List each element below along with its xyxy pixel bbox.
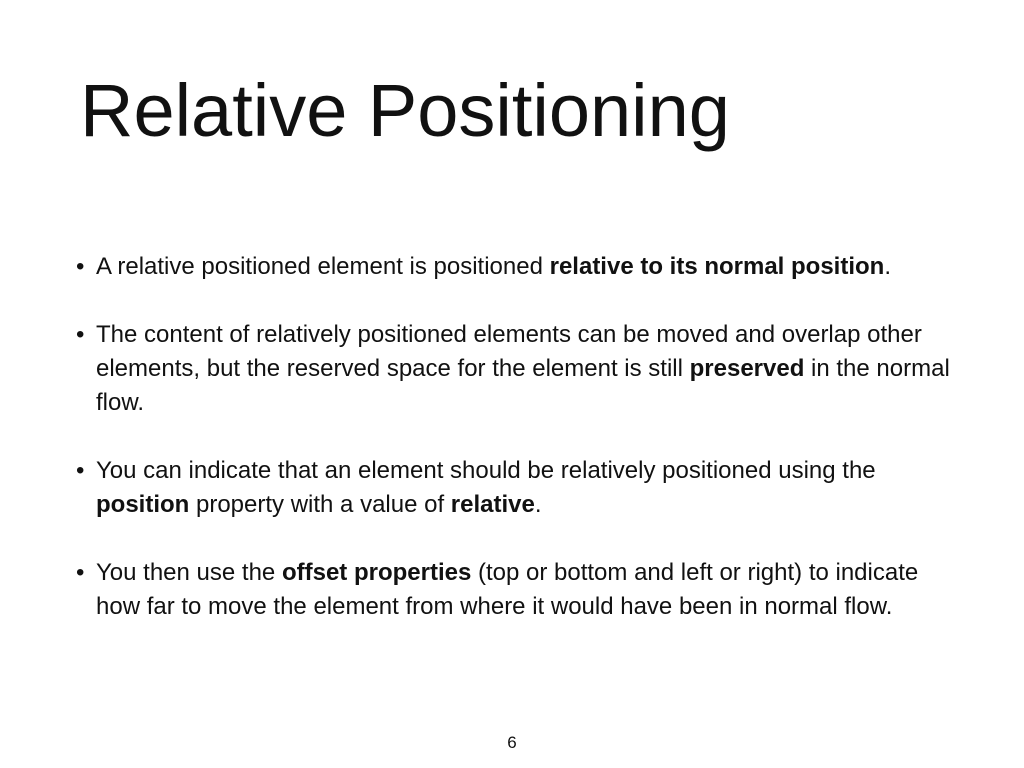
bullet-list: [76, 250, 956, 658]
bullet-item-relative-definition: [76, 250, 956, 284]
bullet-icon: •: [76, 559, 85, 586]
bullet-text: in the normal flow.: [96, 355, 950, 416]
bullet-text: .: [534, 491, 542, 518]
bullet-text: You then use the: [96, 559, 282, 586]
bullet-icon: •: [76, 253, 85, 280]
bullet-bold-text: preserved: [689, 355, 805, 382]
bullet-bold-text: relative: [450, 491, 535, 518]
bullet-icon: •: [76, 321, 85, 348]
bullet-bold-text: position: [96, 491, 190, 518]
bullet-item-position-property: [76, 454, 956, 522]
slide-title: Relative Positioning: [80, 69, 730, 152]
bullet-text: property with a value of: [189, 491, 451, 518]
page-number: 6: [507, 733, 517, 752]
bullet-text: A relative positioned element is positioned: [96, 253, 550, 280]
bullet-item-content-overlap: [76, 318, 956, 420]
bullet-text: You can indicate that an element should be relatively positioned using the: [96, 457, 876, 484]
bullet-text: (top or bottom and left or right) to indicate how far to move the element from where it would have been in normal flow.: [96, 559, 919, 620]
bullet-text: .: [884, 253, 892, 280]
bullet-item-offset-properties: [76, 556, 956, 624]
bullet-bold-text: offset properties: [281, 559, 472, 586]
bullet-bold-text: relative to its normal position: [549, 253, 885, 280]
bullet-icon: •: [76, 457, 85, 484]
bullet-text: The content of relatively positioned elements can be moved and overlap other elements, but the reserved space for the element is still: [96, 321, 922, 382]
